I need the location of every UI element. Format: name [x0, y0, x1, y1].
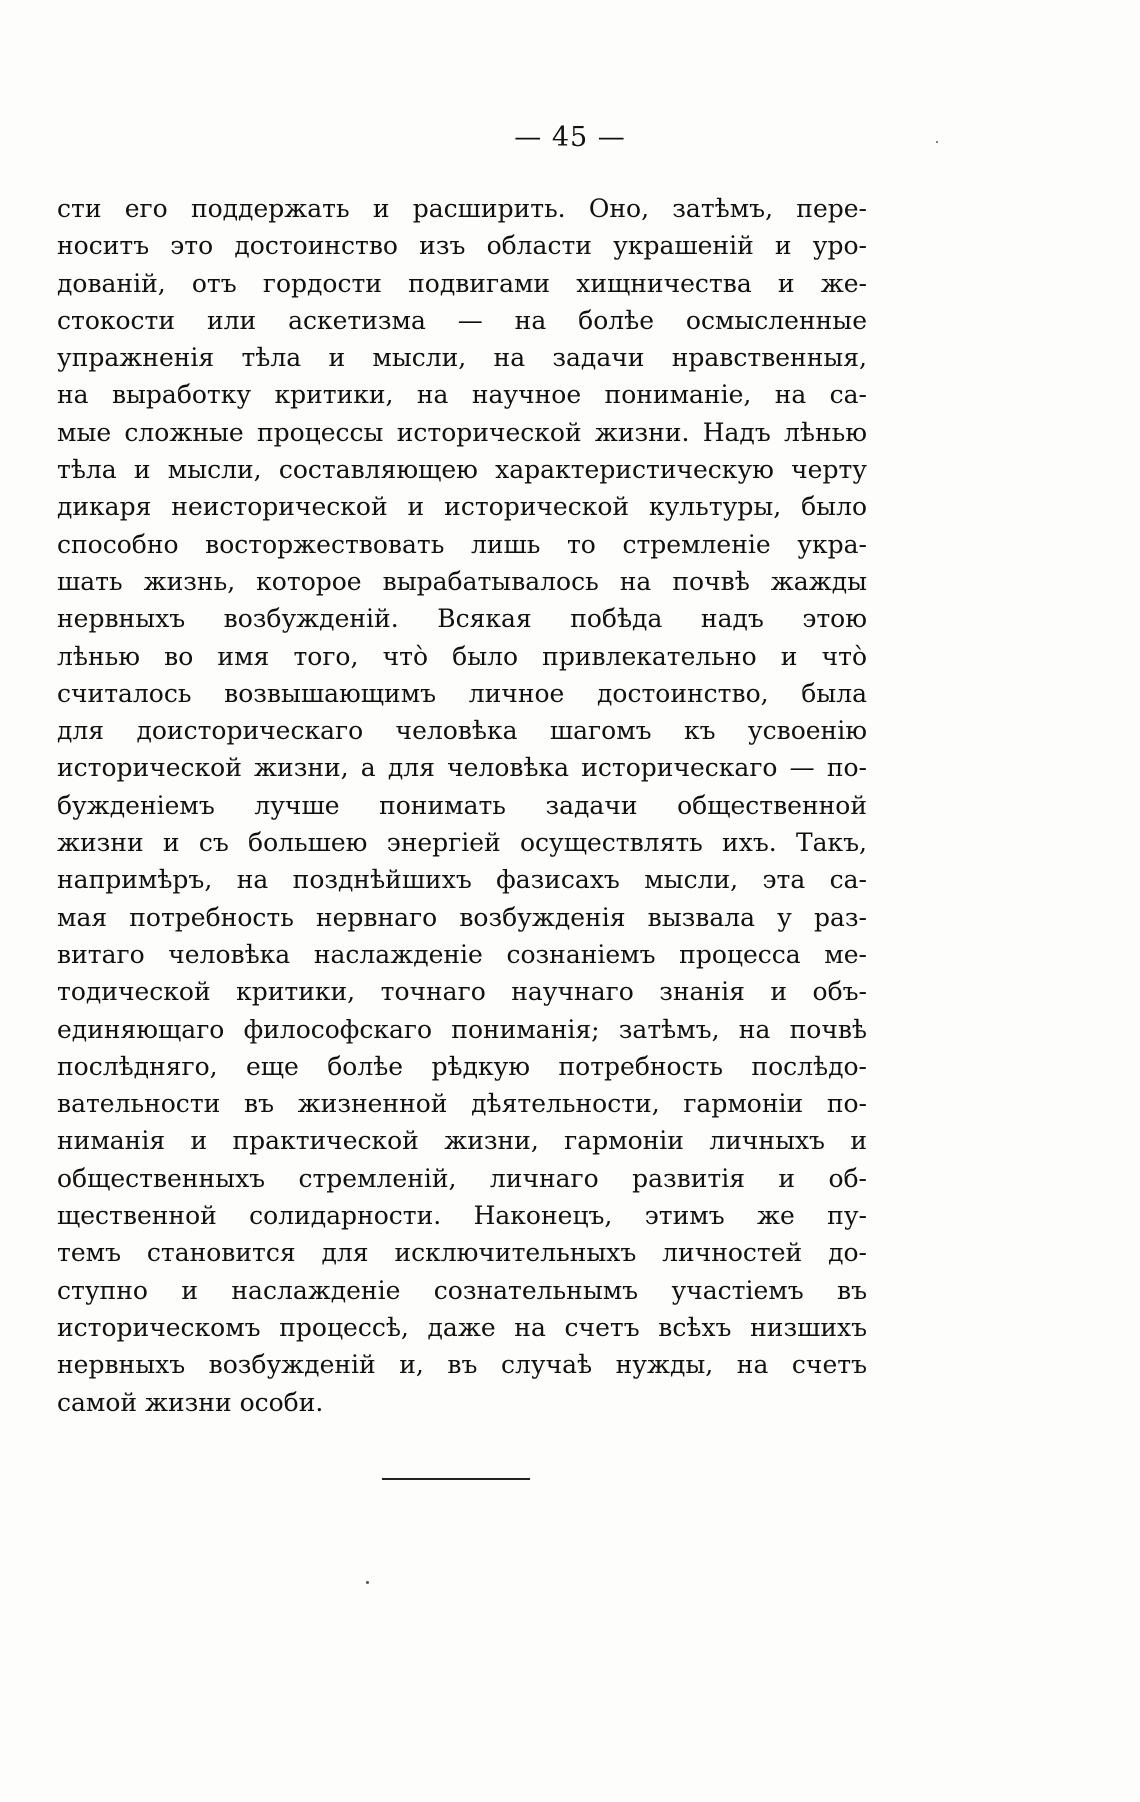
- text-line: способно восторжествовать лишь то стремленіе укра-: [57, 529, 867, 559]
- text-line: сти его поддержать и расширить. Оно, затѣмъ, пере-: [57, 194, 867, 223]
- text-line-last: самой жизни особи.: [57, 1387, 324, 1417]
- text-line: ступно и наслажденіе сознательнымъ участіемъ въ: [57, 1275, 867, 1305]
- body-text: [57, 190, 867, 1421]
- text-line: стокости или аскетизма — на болѣе осмысленные: [57, 305, 867, 335]
- text-line: носитъ это достоинство изъ области украшеній и уро-: [57, 231, 867, 261]
- text-line: на выработку критики, на научное пониманіе, на са-: [57, 380, 867, 410]
- text-line: тѣла и мысли, составляющею характеристическую черту: [57, 455, 867, 485]
- text-line: для доисторическаго человѣка шагомъ къ усвоенію: [57, 716, 867, 746]
- text-line: тодической критики, точнаго научнаго знанія и объ-: [57, 977, 867, 1007]
- text-line: бужденіемъ лучше понимать задачи общественной: [57, 790, 867, 820]
- section-end-rule: [382, 1478, 530, 1480]
- page-number: — 45 —: [514, 122, 626, 153]
- text-line: напримѣръ, на позднѣйшихъ фазисахъ мысли, эта са-: [57, 865, 867, 895]
- scan-speck: [936, 141, 938, 143]
- scan-speck: [366, 1581, 369, 1584]
- text-line: мая потребность нервнаго возбужденія вызвала у раз-: [57, 902, 867, 932]
- text-line: дикаря неисторической и исторической культуры, было: [57, 492, 867, 522]
- text-line: общественныхъ стремленій, личнаго развитія и об-: [57, 1163, 867, 1193]
- text-line: витаго человѣка наслажденіе сознаніемъ процесса ме-: [57, 939, 867, 969]
- text-line: мые сложные процессы исторической жизни. Надъ лѣнью: [57, 417, 867, 447]
- text-line: считалось возвышающимъ личное достоинство, была: [57, 678, 867, 708]
- text-line: послѣдняго, еще болѣе рѣдкую потребность послѣдо-: [57, 1051, 867, 1081]
- text-line: дованій, отъ гордости подвигами хищничества и же-: [57, 268, 867, 298]
- text-line: нервныхъ возбужденій и, въ случаѣ нужды, на счетъ: [57, 1350, 867, 1380]
- text-line: единяющаго философскаго пониманія; затѣмъ, на почвѣ: [57, 1014, 867, 1044]
- text-line: темъ становится для исключительныхъ личностей до-: [57, 1238, 867, 1268]
- text-line: упражненія тѣла и мысли, на задачи нравственныя,: [57, 343, 867, 373]
- text-line: вательности въ жизненной дѣятельности, гармоніи по-: [57, 1089, 867, 1119]
- text-line: жизни и съ большею энергіей осуществлять ихъ. Такъ,: [57, 828, 867, 858]
- text-line: ниманія и практической жизни, гармоніи личныхъ и: [57, 1126, 867, 1156]
- text-line: лѣнью во имя того, что̀ было привлекательно и что̀: [57, 641, 867, 671]
- text-line: щественной солидарности. Наконецъ, этимъ же пу-: [57, 1201, 867, 1231]
- text-line: исторической жизни, а для человѣка историческаго — по-: [57, 753, 867, 783]
- text-line: историческомъ процессѣ, даже на счетъ всѣхъ низшихъ: [57, 1312, 867, 1342]
- text-line: нервныхъ возбужденій. Всякая побѣда надъ этою: [57, 604, 867, 634]
- text-line: шать жизнь, которое вырабатывалось на почвѣ жажды: [57, 566, 867, 596]
